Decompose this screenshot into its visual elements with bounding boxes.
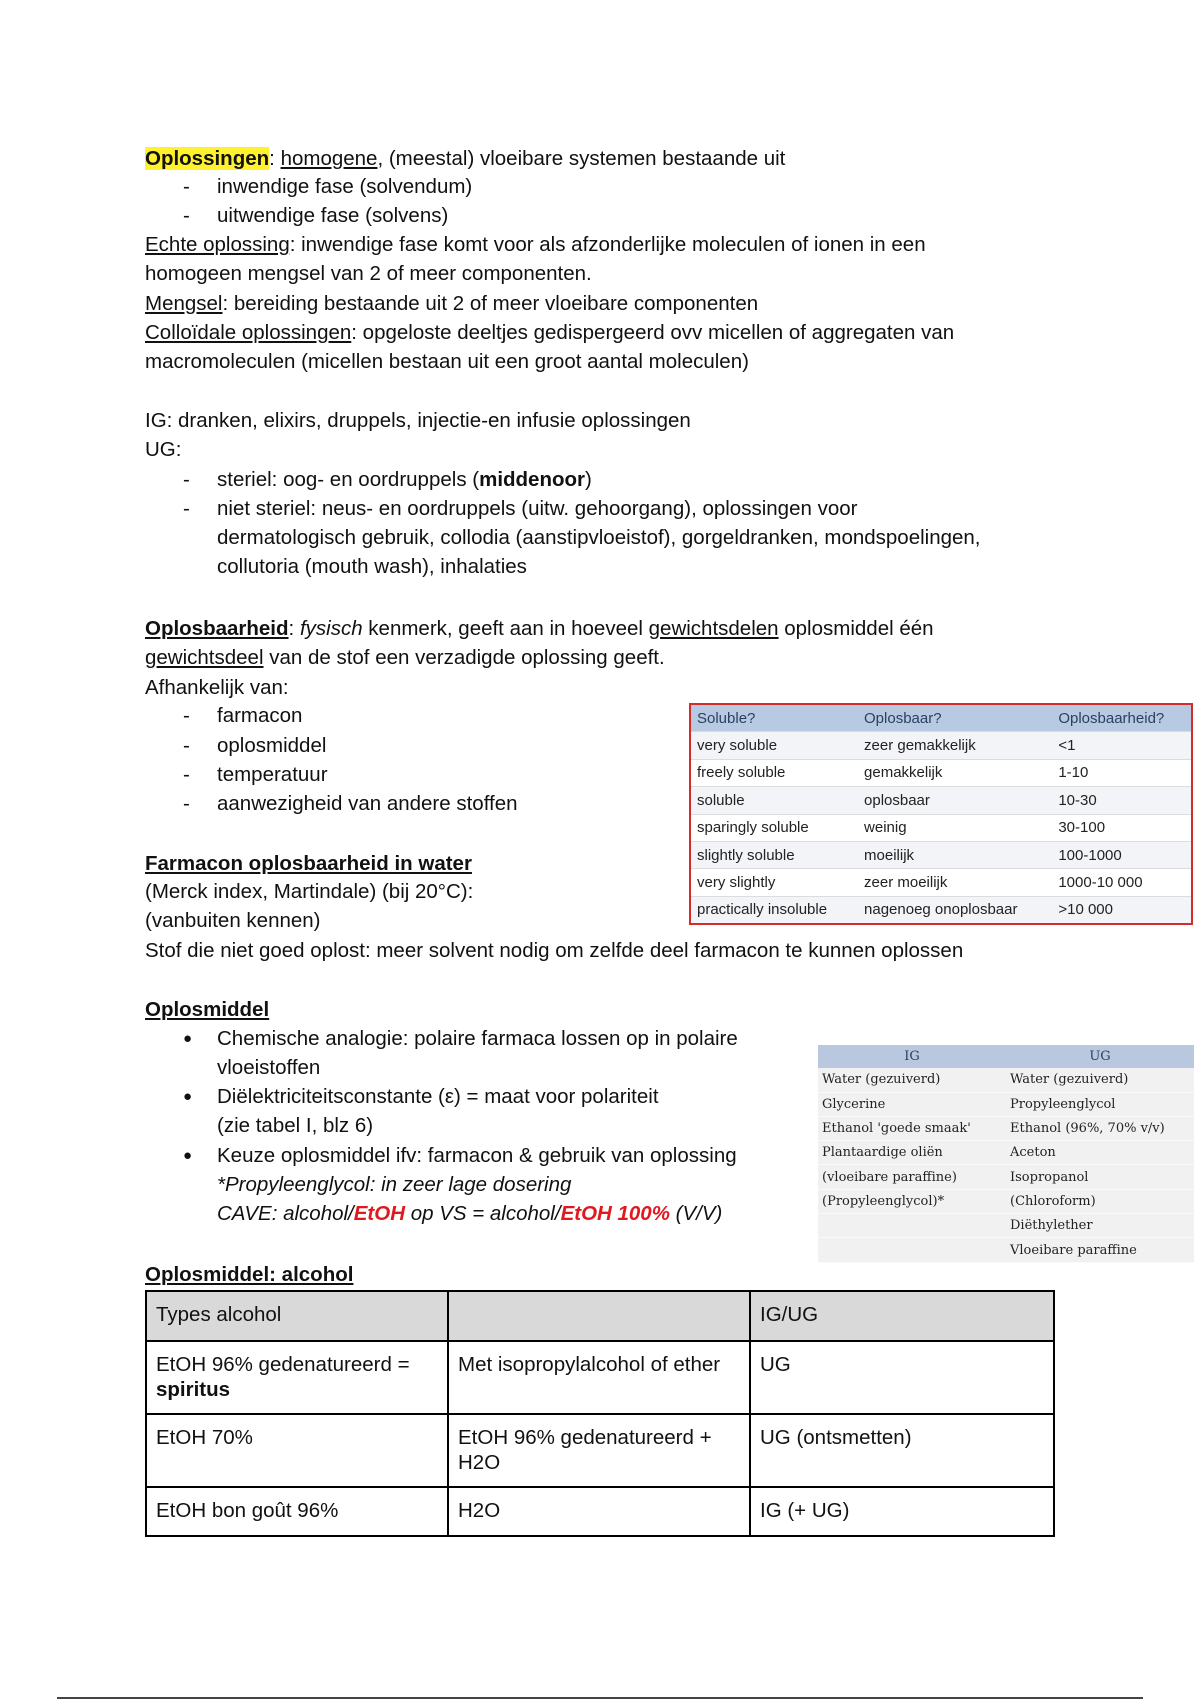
dash-icon: - [183, 204, 190, 227]
cave-text2: op VS = alcohol/ [405, 1202, 561, 1225]
sol-cell: 10-30 [1052, 787, 1192, 814]
igug-cell: (vloeibare paraffine) [818, 1165, 1006, 1189]
propyleenglycol-note: *Propyleenglycol: in zeer lage dosering [217, 1173, 572, 1196]
alcohol-table [145, 1290, 1055, 1537]
farmacon-water-line3: Stof die niet goed oplost: meer solvent nodig om zelfde deel farmacon te kunnen oplossen [145, 939, 964, 962]
dash-icon: - [183, 763, 190, 786]
igug-cell: Ethanol (96%, 70% v/v) [1006, 1116, 1194, 1140]
sol-cell: zeer gemakkelijk [858, 732, 1052, 759]
table-row [818, 1214, 1194, 1238]
phase-item: inwendige fase (solvendum) [217, 175, 473, 198]
bottom-divider [57, 1697, 1143, 1699]
igug-cell: (Propyleenglycol)* [818, 1189, 1006, 1213]
fysisch-text: fysisch [299, 617, 363, 640]
mengsel-line [145, 289, 758, 318]
dash-icon: - [183, 734, 190, 757]
alc-cell: EtOH 96% gedenatureerd + H2O [448, 1414, 750, 1487]
dash-icon: - [183, 792, 190, 815]
sol-cell: >10 000 [1052, 896, 1192, 924]
homogeen-text: homogene [280, 147, 378, 170]
sol-cell: very slightly [690, 869, 858, 896]
sol-cell: oplosbaar [858, 787, 1052, 814]
table-row [818, 1116, 1194, 1140]
steriel-text: steriel: oog- en oordruppels ( [217, 468, 480, 491]
sol-cell: very soluble [690, 732, 858, 759]
alc-cell: EtOH 70% [146, 1414, 448, 1487]
oplosmiddel-bullet: Diëlektriciteitsconstante (ε) = maat voor polariteit [217, 1085, 659, 1108]
table-row [690, 759, 1192, 786]
table-row [146, 1487, 1054, 1536]
farmacon-water-title: Farmacon oplosbaarheid in water [145, 852, 472, 875]
sol-cell: nagenoeg onoplosbaar [858, 896, 1052, 924]
table-row [818, 1165, 1194, 1189]
sol-cell: <1 [1052, 732, 1192, 759]
sol-cell: practically insoluble [690, 896, 858, 924]
bullet-icon: ● [183, 1030, 193, 1047]
cave-text: CAVE: alcohol/ [217, 1202, 354, 1225]
colloid-line [145, 318, 954, 347]
sol-cell: 30-100 [1052, 814, 1192, 841]
colloid-text: : opgeloste deeltjes gedispergeerd ovv micellen of aggregaten van [351, 321, 955, 344]
oplosmiddel-title: Oplosmiddel [145, 998, 270, 1021]
alc-cell-text: EtOH 96% gedenatureerd = [156, 1353, 410, 1376]
sol-header: Oplosbaarheid? [1052, 704, 1192, 732]
igug-cell: Vloeibare paraffine [1006, 1238, 1194, 1262]
table-row [690, 814, 1192, 841]
spiritus-text: spiritus [156, 1378, 231, 1401]
table-row [146, 1341, 1054, 1414]
dash-icon: - [183, 468, 190, 491]
cave-note [217, 1199, 722, 1228]
factor-item: temperatuur [217, 763, 328, 786]
factor-item: aanwezigheid van andere stoffen [217, 792, 518, 815]
sol-cell: freely soluble [690, 759, 858, 786]
igug-cell [818, 1214, 1006, 1238]
sol-cell: weinig [858, 814, 1052, 841]
farmacon-water-line1: (Merck index, Martindale) (bij 20°C): [145, 880, 474, 903]
ig-ug-table [818, 1045, 1194, 1263]
table-row [690, 896, 1192, 924]
bullet-icon: ● [183, 1088, 193, 1105]
table-row [818, 1141, 1194, 1165]
sol-header: Soluble? [690, 704, 858, 732]
table-row [690, 841, 1192, 868]
oplosmiddel-bullet-cont: vloeistoffen [217, 1056, 321, 1079]
igug-cell: (Chloroform) [1006, 1189, 1194, 1213]
table-row [690, 869, 1192, 896]
oplosmiddel-bullet-cont: (zie tabel I, blz 6) [217, 1114, 374, 1137]
sol-cell: 1-10 [1052, 759, 1192, 786]
cave-etoh: EtOH [353, 1202, 405, 1225]
table-row [690, 787, 1192, 814]
dash-icon: - [183, 175, 190, 198]
alc-cell [146, 1341, 448, 1414]
oplosbaarheid-text2: oplosmiddel één [778, 617, 934, 640]
colloid-line2: macromoleculen (micellen bestaan uit een groot aantal moleculen) [145, 350, 749, 373]
igug-cell: Propyleenglycol [1006, 1092, 1194, 1116]
igug-cell: Water (gezuiverd) [1006, 1068, 1194, 1092]
sol-cell: slightly soluble [690, 841, 858, 868]
dash-icon: - [183, 497, 190, 520]
farmacon-water-line2: (vanbuiten kennen) [145, 909, 321, 932]
table-row [818, 1189, 1194, 1213]
middenoor-text: middenoor [479, 468, 586, 491]
alc-cell: H2O [448, 1487, 750, 1536]
alc-cell: EtOH bon goût 96% [146, 1487, 448, 1536]
igug-cell: Diëthylether [1006, 1214, 1194, 1238]
niet-steriel-item-cont: dermatologisch gebruik, collodia (aanstipvloeistof), gorgeldranken, mondspoelingen, [217, 526, 981, 549]
echte-text: : inwendige fase komt voor als afzonderlijke moleculen of ionen in een [289, 233, 926, 256]
alcohol-title: Oplosmiddel: alcohol [145, 1263, 354, 1286]
steriel-item [217, 465, 592, 494]
alc-cell: IG (+ UG) [750, 1487, 1054, 1536]
table-row [146, 1414, 1054, 1487]
sol-cell: sparingly soluble [690, 814, 858, 841]
igug-cell: Aceton [1006, 1141, 1194, 1165]
table-row [818, 1092, 1194, 1116]
oplossingen-rest: , (meestal) vloeibare systemen bestaande uit [377, 147, 786, 170]
oplosbaarheid-text: kenmerk, geeft aan in hoeveel [362, 617, 649, 640]
sol-cell: 100-1000 [1052, 841, 1192, 868]
igug-cell: Glycerine [818, 1092, 1006, 1116]
alc-cell: UG (ontsmetten) [750, 1414, 1054, 1487]
mengsel-text: : bereiding bestaande uit 2 of meer vloeibare componenten [222, 292, 759, 315]
table-row [690, 732, 1192, 759]
echte-oplossing-line [145, 230, 926, 259]
factor-item: farmacon [217, 704, 303, 727]
echte-term: Echte oplossing [145, 233, 290, 256]
oplossingen-definition: Oplossingen: homogene, (meestal) vloeibare systemen bestaande uit [145, 147, 786, 170]
afhankelijk-label: Afhankelijk van: [145, 676, 289, 699]
oplosbaarheid-text3: van de stof een verzadigde oplossing geeft. [263, 646, 665, 669]
steriel-close: ) [585, 468, 592, 491]
niet-steriel-item: niet steriel: neus- en oordruppels (uitw. gehoorgang), oplossingen voor [217, 497, 858, 520]
oplosmiddel-bullet: Keuze oplosmiddel ifv: farmacon & gebruik van oplossing [217, 1144, 737, 1167]
igug-cell: Isopropanol [1006, 1165, 1194, 1189]
alc-header: Types alcohol [146, 1291, 448, 1341]
oplosbaarheid-line2 [145, 643, 665, 672]
igug-cell: Plantaardige oliën [818, 1141, 1006, 1165]
bullet-icon: ● [183, 1147, 193, 1164]
gewichtsdelen-text: gewichtsdelen [648, 617, 779, 640]
solubility-table [689, 703, 1193, 925]
oplossingen-term: Oplossingen [145, 147, 270, 170]
sol-cell: gemakkelijk [858, 759, 1052, 786]
phase-item: uitwendige fase (solvens) [217, 204, 449, 227]
table-row [818, 1238, 1194, 1262]
oplosmiddel-bullet: Chemische analogie: polaire farmaca lossen op in polaire [217, 1027, 738, 1050]
sol-cell: zeer moeilijk [858, 869, 1052, 896]
oplosbaarheid-term: Oplosbaarheid [145, 617, 289, 640]
igug-cell: Water (gezuiverd) [818, 1068, 1006, 1092]
sol-cell: 1000-10 000 [1052, 869, 1192, 896]
sol-cell: soluble [690, 787, 858, 814]
alc-header [448, 1291, 750, 1341]
igug-cell: Ethanol 'goede smaak' [818, 1116, 1006, 1140]
igug-cell [818, 1238, 1006, 1262]
dash-icon: - [183, 704, 190, 727]
cave-etoh100: EtOH 100% [560, 1202, 670, 1225]
alc-cell: Met isopropylalcohol of ether [448, 1341, 750, 1414]
igug-header: IG [818, 1045, 1006, 1068]
ug-label: UG: [145, 438, 182, 461]
sol-header: Oplosbaar? [858, 704, 1052, 732]
mengsel-term: Mengsel [145, 292, 223, 315]
ig-line: IG: dranken, elixirs, druppels, injectie-en infusie oplossingen [145, 409, 691, 432]
oplosbaarheid-line: Oplosbaarheid: fysisch kenmerk, geeft aan in hoeveel gewichtsdelen oplosmiddel één [145, 617, 934, 640]
sol-cell: moeilijk [858, 841, 1052, 868]
cave-text3: (V/V) [669, 1202, 723, 1225]
niet-steriel-item-cont: collutoria (mouth wash), inhalaties [217, 555, 527, 578]
echte-oplossing-line2: homogeen mengsel van 2 of meer componenten. [145, 262, 592, 285]
table-row [818, 1068, 1194, 1092]
igug-header: UG [1006, 1045, 1194, 1068]
alc-cell: UG [750, 1341, 1054, 1414]
gewichtsdeel-text: gewichtsdeel [145, 646, 264, 669]
colloid-term: Colloïdale oplossingen [145, 321, 352, 344]
factor-item: oplosmiddel [217, 734, 327, 757]
alc-header: IG/UG [750, 1291, 1054, 1341]
